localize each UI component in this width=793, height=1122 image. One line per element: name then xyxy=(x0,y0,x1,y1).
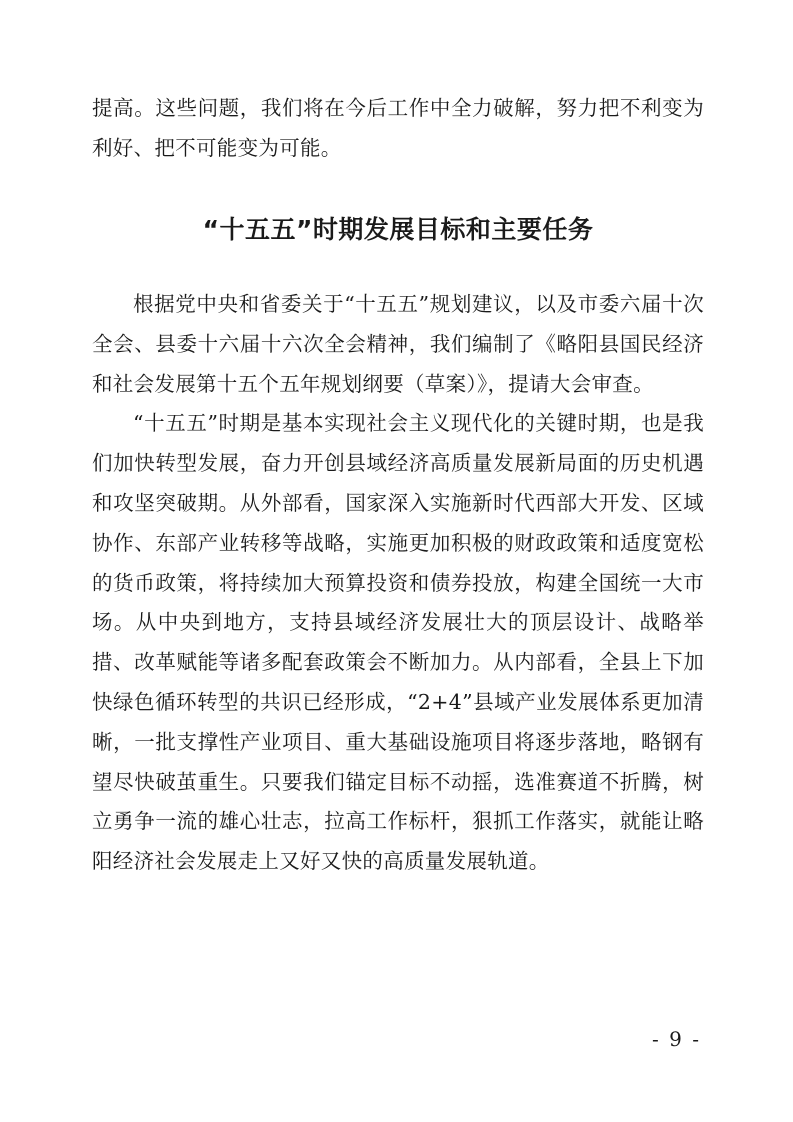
page-number: - 9 - xyxy=(652,1027,701,1051)
body-text xyxy=(92,285,704,882)
paragraph-2: “十五五”时期是基本实现社会主义现代化的关键时期，也是我们加快转型发展，奋力开创县域经济高质量发展新局面的历史机遇和攻坚突破期。从外部看，国家深入实施新时代西部大开发、区域协作、东部产业转移等战略，实施更加积极的财政政策和适度宽松的货币政策，将持续加大预算投资和债券投放，构建全国统一大市场。从中央到地方，支持县域经济发展壮大的顶层设计、战略举措、改革赋能等诸多配套政策会不断加力。从内部看，全县上下加快绿色循环转型的共识已经形成，“2+4”县域产业发展体系更加清晰，一批支撑性产业项目、重大基础设施项目将逐步落地，略钢有望尽快破茧重生。只要我们锚定目标不动摇，选准赛道不折腾，树立勇争一流的雄心壮志，拉高工作标杆，狠抓工作落实，就能让略阳经济社会发展走上又好又快的高质量发展轨道。 xyxy=(92,411,704,874)
continued-paragraph: 提高。这些问题，我们将在今后工作中全力破解，努力把不利变为利好、把不可能变为可能。 xyxy=(92,96,704,160)
section-heading: “十五五”时期发展目标和主要任务 xyxy=(202,215,594,244)
paragraph-1: 根据党中央和省委关于“十五五”规划建议，以及市委六届十次全会、县委十六届十六次全会精神，我们编制了《略阳县国民经济和社会发展第十五个五年规划纲要（草案）》，提请大会审查。 xyxy=(92,292,704,396)
